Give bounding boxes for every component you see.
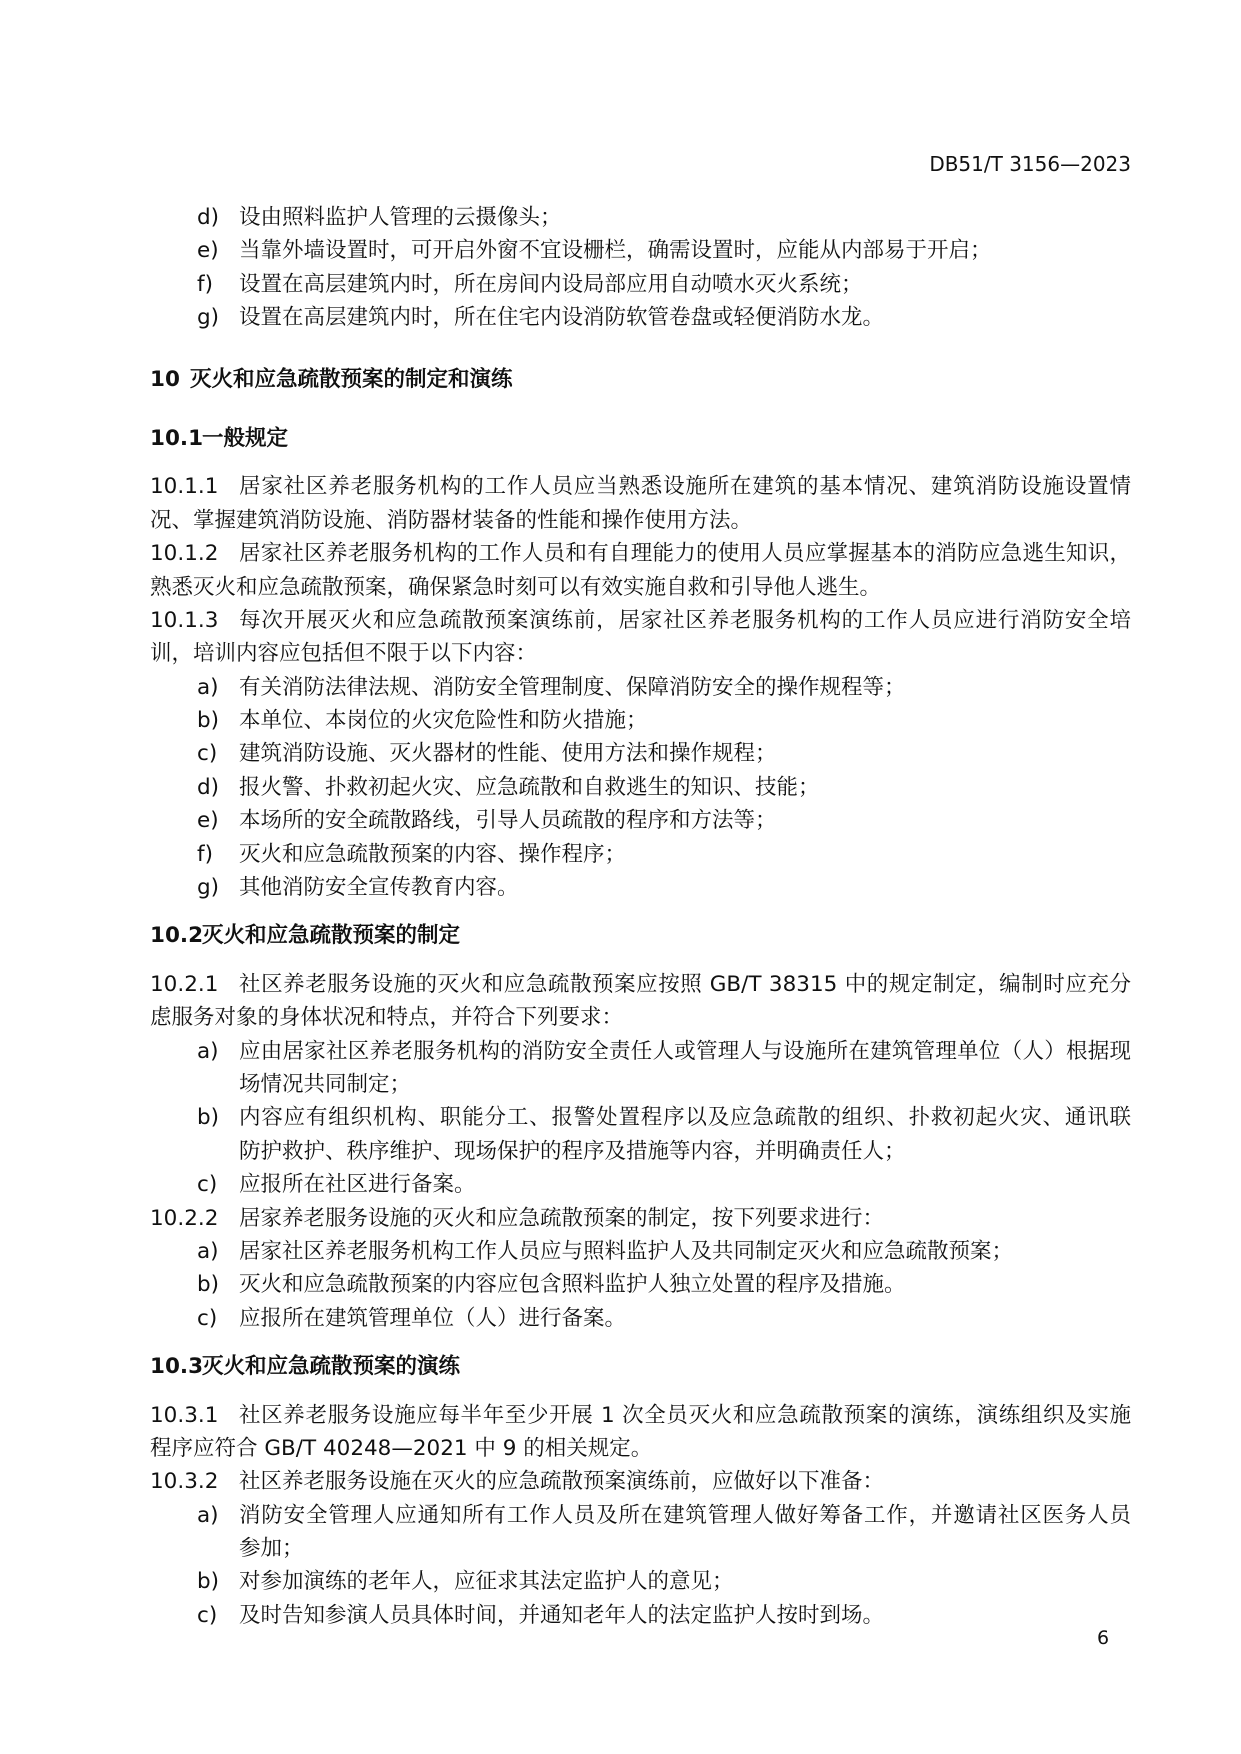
list-item-label: b) (197, 708, 220, 734)
clause-number: 10.1.3 (150, 607, 219, 633)
clause-text-line: 训，培训内容应包括但不限于以下内容： (150, 641, 538, 667)
subsection-heading (150, 1350, 1241, 1383)
section-heading (150, 363, 1241, 396)
clause-text-line: 况、掌握建筑消防设施、消防器材装备的性能和操作使用方法。 (150, 507, 753, 533)
list-item-text-line: 设置在高层建筑内时，所在房间内设局部应用自动喷水灭火系统； (239, 271, 863, 297)
list-item-text-line: 防护救护、秩序维护、现场保护的程序及措施等内容，并明确责任人； (239, 1138, 906, 1164)
list-item-text-line: 有关消防法律法规、消防安全管理制度、保障消防安全的操作规程等； (239, 674, 906, 700)
clause-paragraph (150, 968, 1131, 1035)
list-item-text-line: 及时告知参演人员具体时间，并通知老年人的法定监护人按时到场。 (239, 1602, 885, 1628)
list-item (197, 301, 1131, 334)
section-number: 10.2 (150, 923, 204, 949)
page-number: 6 (1097, 1627, 1110, 1649)
list-item (197, 737, 1131, 770)
list-item (197, 1268, 1131, 1301)
list-item (197, 671, 1131, 704)
list-item-label: c) (197, 1305, 218, 1331)
clause-text-line: 社区养老服务设施的灭火和应急疏散预案应按照 GB/T 38315 中的规定制定，编制时应充分 (239, 971, 1131, 997)
list-item-text-line: 消防安全管理人应通知所有工作人员及所在建筑管理人做好筹备工作，并邀请社区医务人员 (239, 1502, 1131, 1528)
clause-first-line (150, 1399, 1131, 1432)
clause-text-line: 居家养老服务设施的灭火和应急疏散预案的制定，按下列要求进行： (239, 1205, 885, 1231)
list-item-text-line: 其他消防安全宣传教育内容。 (239, 875, 519, 901)
list-item-label: c) (197, 1602, 218, 1628)
list-item-label: e) (197, 808, 219, 834)
clause-text-line: 熟悉灭火和应急疏散预案，确保紧急时刻可以有效实施自救和引导他人逃生。 (150, 574, 882, 600)
list-item-label: g) (197, 875, 220, 901)
clause-text-line: 虑服务对象的身体状况和特点，并符合下列要求： (150, 1005, 624, 1031)
section-title: 一般规定 (202, 425, 289, 451)
list-item (197, 268, 1131, 301)
list-item-text-line: 灭火和应急疏散预案的内容、操作程序； (239, 841, 627, 867)
list-item (197, 704, 1131, 737)
list-item-text-line: 对参加演练的老年人，应征求其法定监护人的意见； (239, 1569, 734, 1595)
clause-first-line (150, 604, 1131, 637)
list-item-text-line: 建筑消防设施、灭火器材的性能、使用方法和操作规程； (239, 741, 777, 767)
clause-first-line (150, 470, 1131, 503)
clause-number: 10.2.2 (150, 1205, 219, 1231)
list-item-text-line: 内容应有组织机构、职能分工、报警处置程序以及应急疏散的组织、扑救初起火灾、通讯联 (239, 1105, 1131, 1131)
heading-line (150, 919, 1241, 952)
list-item-label: f) (197, 271, 213, 297)
section-title: 灭火和应急疏散预案的制定 (202, 923, 461, 949)
heading-line (150, 422, 1241, 455)
clause-first-line (150, 968, 1131, 1001)
clause-paragraph (150, 537, 1131, 604)
list-item-label: c) (197, 741, 218, 767)
list-item-label: b) (197, 1569, 220, 1595)
list-item-text-line: 场情况共同制定； (239, 1071, 412, 1097)
document-code-header: DB51/T 3156—2023 (929, 152, 1131, 176)
clause-paragraph (150, 1399, 1131, 1466)
list-item-label: g) (197, 305, 220, 331)
clause-first-line (150, 537, 1131, 570)
list-item (197, 838, 1131, 871)
list-item (197, 1302, 1131, 1335)
clause-number: 10.1.2 (150, 541, 219, 567)
list-item (197, 1101, 1131, 1168)
list-item-label: e) (197, 238, 219, 264)
list-item (197, 804, 1131, 837)
clause-text-line: 程序应符合 GB/T 40248—2021 中 9 的相关规定。 (150, 1435, 653, 1461)
list-item-text-line: 居家社区养老服务机构工作人员应与照料监护人及共同制定灭火和应急疏散预案； (239, 1238, 1014, 1264)
list-item (197, 1035, 1131, 1102)
clause-first-line (150, 1465, 1131, 1498)
clause-number: 10.3.1 (150, 1402, 219, 1428)
heading-line (150, 1350, 1241, 1383)
section-title: 灭火和应急疏散预案的演练 (202, 1354, 461, 1380)
list-item-text-line: 当靠外墙设置时，可开启外窗不宜设栅栏，确需设置时，应能从内部易于开启； (239, 238, 992, 264)
list-item (197, 871, 1131, 904)
clause-text-line: 居家社区养老服务机构的工作人员和有自理能力的使用人员应掌握基本的消防应急逃生知识， (239, 541, 1131, 567)
clause-paragraph (150, 1465, 1131, 1498)
list-item-text-line: 本单位、本岗位的火灾危险性和防火措施； (239, 708, 648, 734)
list-item-text-line: 报火警、扑救初起火灾、应急疏散和自救逃生的知识、技能； (239, 774, 820, 800)
list-item (197, 1168, 1131, 1201)
list-item-label: a) (197, 1038, 219, 1064)
list-item-text-line: 本场所的安全疏散路线，引导人员疏散的程序和方法等； (239, 808, 777, 834)
clause-number: 10.2.1 (150, 971, 219, 997)
clause-number: 10.1.1 (150, 474, 219, 500)
section-title: 灭火和应急疏散预案的制定和演练 (190, 366, 513, 392)
list-item (197, 234, 1131, 267)
list-item (197, 1499, 1131, 1566)
clause-paragraph (150, 604, 1131, 671)
list-item-text-line: 设置在高层建筑内时，所在住宅内设消防软管卷盘或轻便消防水龙。 (239, 305, 885, 331)
clause-number: 10.3.2 (150, 1469, 219, 1495)
subsection-heading (150, 422, 1241, 455)
list-item-label: b) (197, 1272, 220, 1298)
list-item (197, 201, 1131, 234)
list-item-text-line: 应报所在建筑管理单位（人）进行备案。 (239, 1305, 627, 1331)
list-item-text-line: 应报所在社区进行备案。 (239, 1172, 476, 1198)
clause-paragraph (150, 470, 1131, 537)
list-item-label: a) (197, 1502, 219, 1528)
list-item-label: a) (197, 674, 219, 700)
list-item-label: f) (197, 841, 213, 867)
list-item-label: a) (197, 1238, 219, 1264)
list-item (197, 1565, 1131, 1598)
clause-text-line: 居家社区养老服务机构的工作人员应当熟悉设施所在建筑的基本情况、建筑消防设施设置情 (239, 474, 1131, 500)
list-item-label: d) (197, 774, 220, 800)
clause-text-line: 社区养老服务设施在灭火的应急疏散预案演练前，应做好以下准备： (239, 1469, 885, 1495)
section-number: 10 (150, 366, 180, 392)
list-item-text-line: 应由居家社区养老服务机构的消防安全责任人或管理人与设施所在建筑管理单位（人）根据现 (239, 1038, 1131, 1064)
list-item (197, 771, 1131, 804)
list-item (197, 1235, 1131, 1268)
subsection-heading (150, 919, 1241, 952)
list-item (197, 1599, 1131, 1632)
clause-first-line (150, 1202, 1131, 1235)
list-item-text-line: 设由照料监护人管理的云摄像头； (239, 205, 562, 230)
list-item-label: b) (197, 1105, 220, 1131)
document-body (0, 201, 1241, 1632)
clause-paragraph (150, 1202, 1131, 1235)
clause-text-line: 社区养老服务设施应每半年至少开展 1 次全员灭火和应急疏散预案的演练，演练组织及实施 (239, 1402, 1131, 1428)
heading-line (150, 363, 1241, 396)
list-item-label: c) (197, 1172, 218, 1198)
list-item-text-line: 参加； (239, 1536, 304, 1562)
section-number: 10.3 (150, 1354, 204, 1380)
list-item-label: d) (197, 205, 220, 230)
list-item-text-line: 灭火和应急疏散预案的内容应包含照料监护人独立处置的程序及措施。 (239, 1272, 906, 1298)
section-number: 10.1 (150, 425, 204, 451)
clause-text-line: 每次开展灭火和应急疏散预案演练前，居家社区养老服务机构的工作人员应进行消防安全培 (239, 607, 1131, 633)
